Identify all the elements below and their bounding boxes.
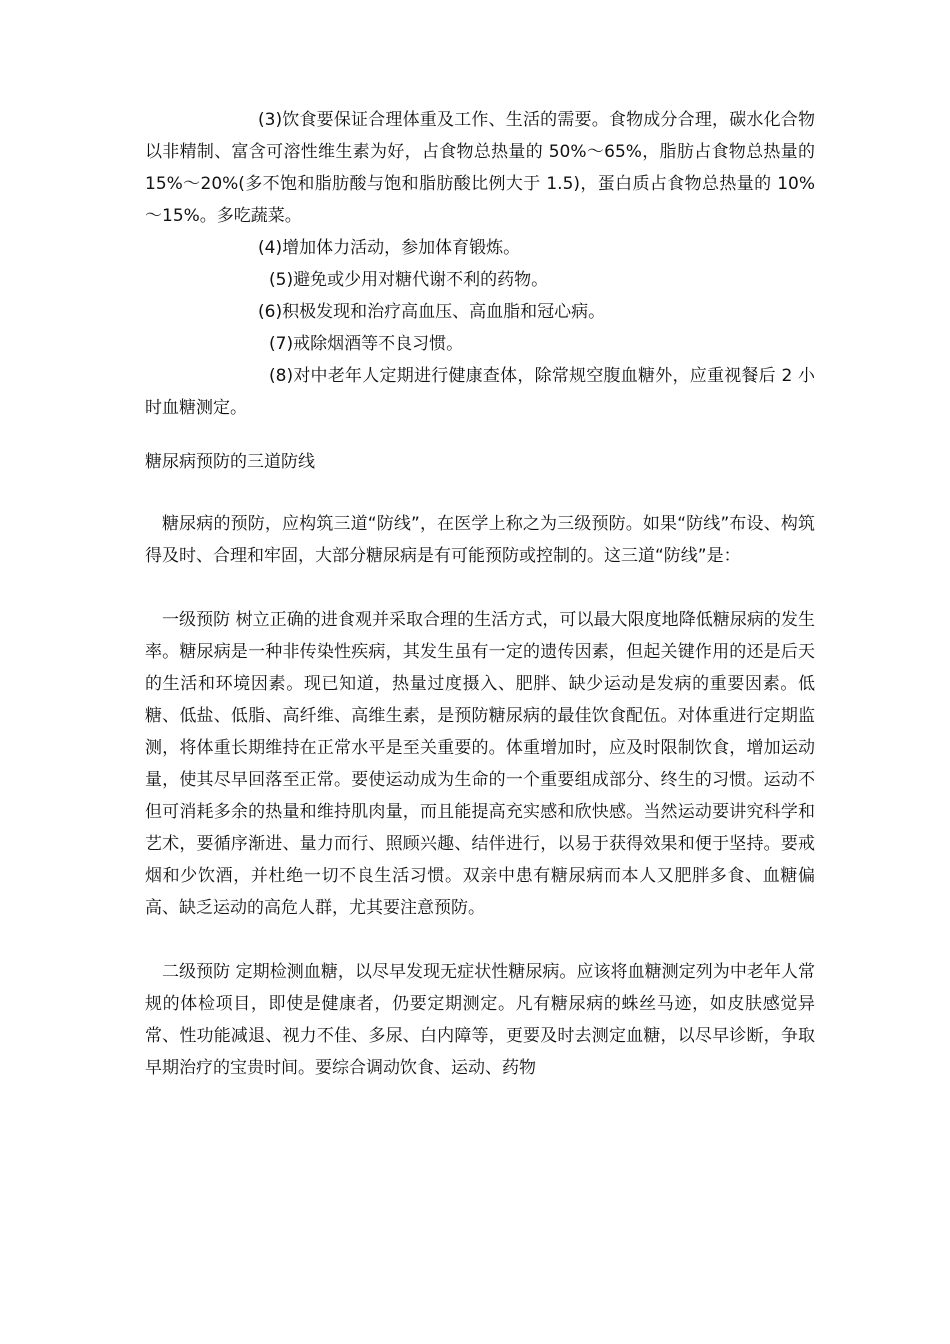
list-item-8: (8)对中老年人定期进行健康查体，除常规空腹血糖外，应重视餐后 2 小时血糖测定。 bbox=[145, 366, 815, 418]
list-item-7: (7)戒除烟酒等不良习惯。 bbox=[269, 334, 464, 354]
list-item-6: (6)积极发现和治疗高血压、高血脂和冠心病。 bbox=[258, 302, 606, 322]
intro-paragraph: 糖尿病的预防，应构筑三道“防线”，在医学上称之为三级预防。如果“防线”布设、构筑得及时、合理和牢固，大部分糖尿病是有可能预防或控制的。这三道“防线”是： bbox=[145, 514, 815, 566]
level-two-paragraph: 二级预防 定期检测血糖，以尽早发现无症状性糖尿病。应该将血糖测定列为中老年人常规的体检项目，即使是健康者，仍要定期测定。凡有糖尿病的蛛丝马迹，如皮肤感觉异常、性功能减退、视力不佳、多尿、白内障等，更要及时去测定血糖，以尽早诊断，争取早期治疗的宝贵时间。要综合调动饮食、运动、药物 bbox=[145, 962, 815, 1078]
document-body bbox=[145, 104, 815, 1084]
level-one-paragraph: 一级预防 树立正确的进食观并采取合理的生活方式，可以最大限度地降低糖尿病的发生率。糖尿病是一种非传染性疾病，其发生虽有一定的遗传因素，但起关键作用的还是后天的生活和环境因素。现已知道，热量过度摄入、肥胖、缺少运动是发病的重要因素。低糖、低盐、低脂、高纤维、高维生素，是预防糖尿病的最佳饮食配伍。对体重进行定期监测，将体重长期维持在正常水平是至关重要的。体重增加时，应及时限制饮食，增加运动量，使其尽早回落至正常。要使运动成为生命的一个重要组成部分、终生的习惯。运动不但可消耗多余的热量和维持肌肉量，而且能提高充实感和欣快感。当然运动要讲究科学和艺术，要循序渐进、量力而行、照顾兴趣、结伴进行，以易于获得效果和便于坚持。要戒烟和少饮酒，并杜绝一切不良生活习惯。双亲中患有糖尿病而本人又肥胖多食、血糖偏高、缺乏运动的高危人群，尤其要注意预防。 bbox=[145, 610, 815, 918]
list-item-5: (5)避免或少用对糖代谢不利的药物。 bbox=[269, 270, 549, 290]
list-item-4: (4)增加体力活动，参加体育锻炼。 bbox=[258, 238, 521, 258]
section-heading: 糖尿病预防的三道防线 bbox=[145, 452, 315, 472]
list-item-3: (3)饮食要保证合理体重及工作、生活的需要。食物成分合理，碳水化合物以非精制、富含可溶性维生素为好，占食物总热量的 50%～65%，脂肪占食物总热量的 15%～20%(多不饱和脂肪酸与饱和脂肪酸比例大于 1.5)，蛋白质占食物总热量的 10%～15%。多吃蔬菜。 bbox=[145, 110, 815, 226]
